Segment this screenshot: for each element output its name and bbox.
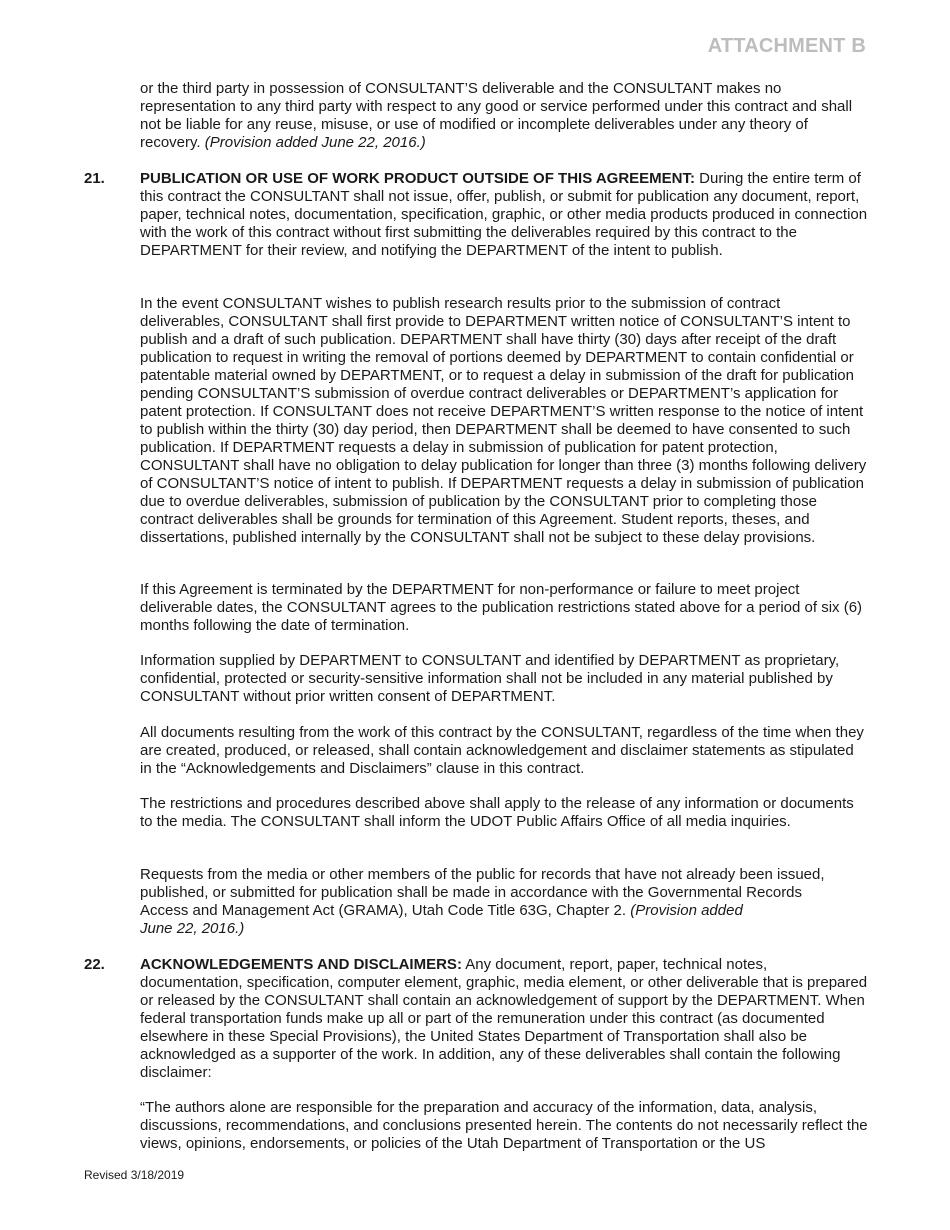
intro-paragraph	[140, 80, 868, 152]
paragraph-7-line-2: published, or submitted for publication shall be made in accordance with the Governmental Records	[140, 884, 803, 901]
section-21-paragraph-4: Information supplied by DEPARTMENT to CONSULTANT and identified by DEPARTMENT as proprietary, confidential, protected or security-sensitive information shall not be included in any material published by CONSULTANT without prior written consent of DEPARTMENT.	[140, 652, 840, 705]
attachment-label: ATTACHMENT B	[707, 35, 866, 57]
section-22-disclaimer-quote: “The authors alone are responsible for the preparation and accuracy of the information, data, analysis, discussions, recommendations, and conclusions presented herein. The contents do not necessarily reflect the views, opinions, endorsements, or policies of the Utah Department of Transportation or the US	[140, 1099, 868, 1152]
section-22-paragraph-1	[140, 956, 868, 1082]
section-21-paragraph-3: If this Agreement is terminated by the DEPARTMENT for non-performance or failure to meet project deliverable dates, the CONSULTANT agrees to the publication restrictions stated above for a period of six (6) months following the date of termination.	[140, 581, 863, 634]
section-21-number: 21.	[84, 170, 105, 187]
section-21-paragraph-6: The restrictions and procedures described above shall apply to the release of any information or documents to the media. The CONSULTANT shall inform the UDOT Public Affairs Office of all media inquiries.	[140, 795, 854, 830]
paragraph-7-note-end: June 22, 2016.)	[140, 920, 245, 937]
intro-provision-note: (Provision added June 22, 2016.)	[204, 134, 426, 151]
section-21-paragraph-5: All documents resulting from the work of this contract by the CONSULTANT, regardless of the time when they are created, produced, or released, shall contain acknowledgement and disclaimer statements as stipulated in the “Acknowledgements and Disclaimers” clause in this contract.	[140, 724, 864, 777]
paragraph-7-line-3	[140, 902, 868, 920]
section-22-heading: ACKNOWLEDGEMENTS AND DISCLAIMERS:	[140, 956, 462, 973]
section-21-paragraph-2: In the event CONSULTANT wishes to publish research results prior to the submission of contract deliverables, CONSULTANT shall first provide to DEPARTMENT written notice of CONSULTANT’S intent to publish and a draft of such publication. DEPARTMENT shall have thirty (30) days after receipt of the draft publication to request in writing the removal of portions deemed by DEPARTMENT to contain confidential or patentable material owned by DEPARTMENT, or to request a delay in submission of the draft for publication pending CONSULTANT’S submission of overdue contract deliverables or DEPARTMENT’s application for patent protection. If CONSULTANT does not receive DEPARTMENT’S written response to the notice of intent to publish within the thirty (30) day period, then DEPARTMENT shall be deemed to have consented to such publication. If DEPARTMENT requests a delay in submission of publication for patent protection, CONSULTANT shall have no obligation to delay publication for longer than three (3) months following delivery of CONSULTANT’S notice of intent to publish. If DEPARTMENT requests a delay in submission of publication due to overdue deliverables, submission of publication by the CONSULTANT prior to completing those contract deliverables shall be grounds for termination of this Agreement. Student reports, theses, and dissertations, published internally by the CONSULTANT shall not be subject to these delay provisions.	[140, 295, 867, 546]
paragraph-7-line-3-text: Access and Management Act (GRAMA), Utah Code Title 63G, Chapter 2.	[140, 902, 627, 919]
intro-text: or the third party in possession of CONSULTANT’S deliverable and the CONSULTANT makes no representation to any third party with respect to any good or service performed under this contract and shall not be liable for any reuse, misuse, or use of modified or incomplete deliverables under any theory of recovery.	[140, 80, 853, 151]
section-21-body: During the entire term of this contract the CONSULTANT shall not issue, offer, publish, or submit for publication any document, report, paper, technical notes, documentation, specification, graphic, or other media products produced in connection with the work of this contract without first submitting the deliverables required by this contract to the DEPARTMENT for their review, and notifying the DEPARTMENT of the intent to publish.	[140, 170, 868, 259]
section-22-number: 22.	[84, 956, 105, 973]
section-21-heading: PUBLICATION OR USE OF WORK PRODUCT OUTSIDE OF THIS AGREEMENT:	[140, 170, 695, 187]
section-22-body: Any document, report, paper, technical notes, documentation, specification, computer element, graphic, media element, or other deliverable that is prepared or released by the CONSULTANT shall contain an acknowledgement of support by the DEPARTMENT. When federal transportation funds make up all or part of the remuneration under this contract (as documented elsewhere in these Special Provisions), the United States Department of Transportation shall also be acknowledged as a supporter of the work. In addition, any of these deliverables shall contain the following disclaimer:	[140, 956, 868, 1081]
section-21-paragraph-7	[140, 866, 868, 938]
paragraph-7-line-1: Requests from the media or other members of the public for records that have not already been issued,	[140, 866, 825, 883]
section-21-paragraph-1	[140, 170, 868, 260]
paragraph-7-note-start: (Provision added	[630, 902, 743, 919]
revised-date-footer: Revised 3/18/2019	[84, 1168, 185, 1182]
